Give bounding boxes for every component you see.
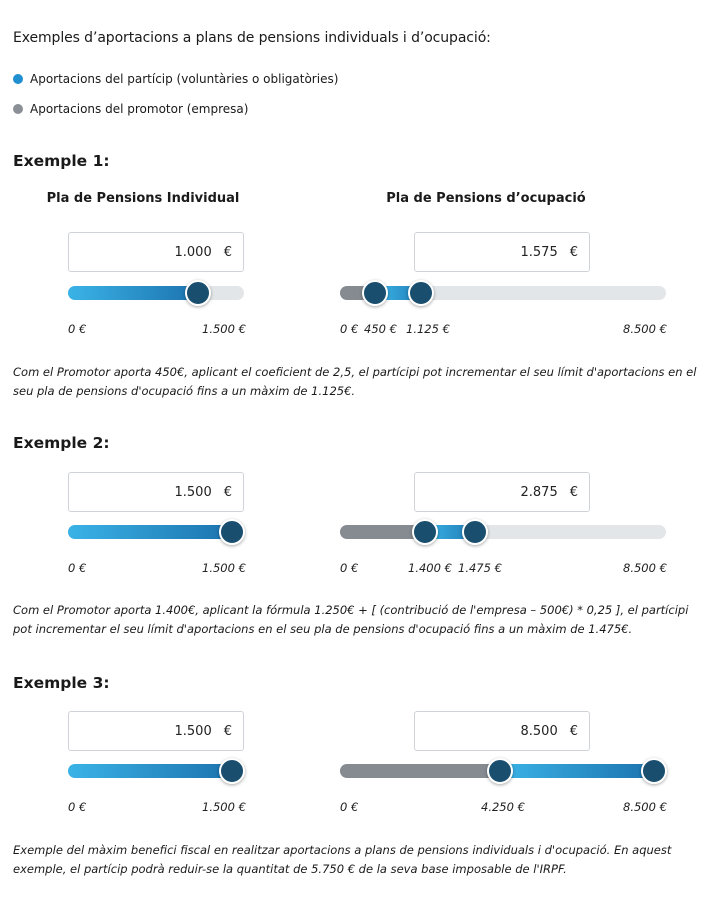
amount-value: 1.500 [174,723,212,739]
amount-value: 2.875 [520,484,558,500]
participant-fill [68,764,244,778]
currency-symbol: € [569,484,578,500]
column-header-individual: Pla de Pensions Individual [46,191,240,206]
blue-dot-icon [13,74,23,84]
occupational-amount-input[interactable] [414,232,590,272]
legend-item-participant [13,72,338,86]
tick-label: 1.500 € [202,322,246,336]
amount-value: 1.575 [520,244,558,260]
promoter-slider-handle[interactable] [362,280,388,306]
amount-value: 8.500 [520,723,558,739]
tick-label: 1.475 € [458,561,502,575]
currency-symbol: € [569,723,578,739]
tick-label: 450 € [364,322,397,336]
individual-amount-input[interactable] [68,472,244,512]
individual-slider[interactable] [68,286,244,300]
participant-slider-handle[interactable] [462,519,488,545]
legend-item-promoter [13,102,248,116]
currency-symbol: € [223,484,232,500]
currency-symbol: € [223,723,232,739]
tick-label: 0 € [340,561,359,575]
currency-symbol: € [569,244,578,260]
example-1-description: Com el Promotor aporta 450€, aplicant el coeficient de 2,5, el partícipi pot incrementar el seu límit d'aportacions en el seu pla de pensions d'ocupació fins a un màxim de 1.125€. [13,365,697,398]
participant-slider-handle[interactable] [641,758,667,784]
page-title: Exemples d’aportacions a plans de pensions individuals i d’ocupació: [13,30,491,46]
tick-label: 1.500 € [202,561,246,575]
tick-label: 4.250 € [481,800,525,814]
promoter-slider-handle[interactable] [487,758,513,784]
participant-slider-handle[interactable] [185,280,211,306]
tick-label: 1.125 € [406,322,450,336]
individual-amount-input[interactable] [68,711,244,751]
currency-symbol: € [223,244,232,260]
tick-label: 0 € [340,800,359,814]
example-1-title: Exemple 1: [13,152,110,170]
promoter-slider-handle[interactable] [412,519,438,545]
tick-label: 0 € [68,800,87,814]
column-header-occupational: Pla de Pensions d’ocupació [386,191,586,206]
amount-value: 1.500 [174,484,212,500]
example-2-title: Exemple 2: [13,434,110,452]
occupational-amount-input[interactable] [414,711,590,751]
tick-label: 8.500 € [623,800,667,814]
individual-slider[interactable] [68,764,244,778]
occupational-slider[interactable] [340,764,666,778]
tick-label: 1.400 € [408,561,452,575]
tick-label: 8.500 € [623,322,667,336]
tick-label: 1.500 € [202,800,246,814]
legend-label: Aportacions del promotor (empresa) [30,102,249,116]
occupational-slider[interactable] [340,525,666,539]
individual-slider[interactable] [68,525,244,539]
participant-slider-handle[interactable] [408,280,434,306]
gray-dot-icon [13,104,23,114]
tick-label: 0 € [340,322,359,336]
participant-slider-handle[interactable] [219,519,245,545]
tick-label: 8.500 € [623,561,667,575]
occupational-amount-input[interactable] [414,472,590,512]
individual-amount-input[interactable] [68,232,244,272]
example-3-description: Exemple del màxim benefici fiscal en realitzar aportacions a plans de pensions individuals i d'ocupació. En aquest exemple, el partícip podrà reduir-se la quantitat de 5.750 € de la seva base imposable de l'IRPF. [13,843,672,876]
example-3-title: Exemple 3: [13,674,110,692]
participant-fill [68,525,244,539]
example-2-description: Com el Promotor aporta 1.400€, aplicant la fórmula 1.250€ + [ (contribució de l'empresa – 500€) * 0,25 ], el partícipi pot incrementar el seu límit d'aportacions en el seu pla de pensions d'ocupació fins a un màxim de 1.475€. [13,603,689,636]
legend-label: Aportacions del partícip (voluntàries o obligatòries) [30,72,339,86]
occupational-slider[interactable] [340,286,666,300]
tick-label: 0 € [68,561,87,575]
tick-label: 0 € [68,322,87,336]
amount-value: 1.000 [174,244,212,260]
participant-slider-handle[interactable] [219,758,245,784]
